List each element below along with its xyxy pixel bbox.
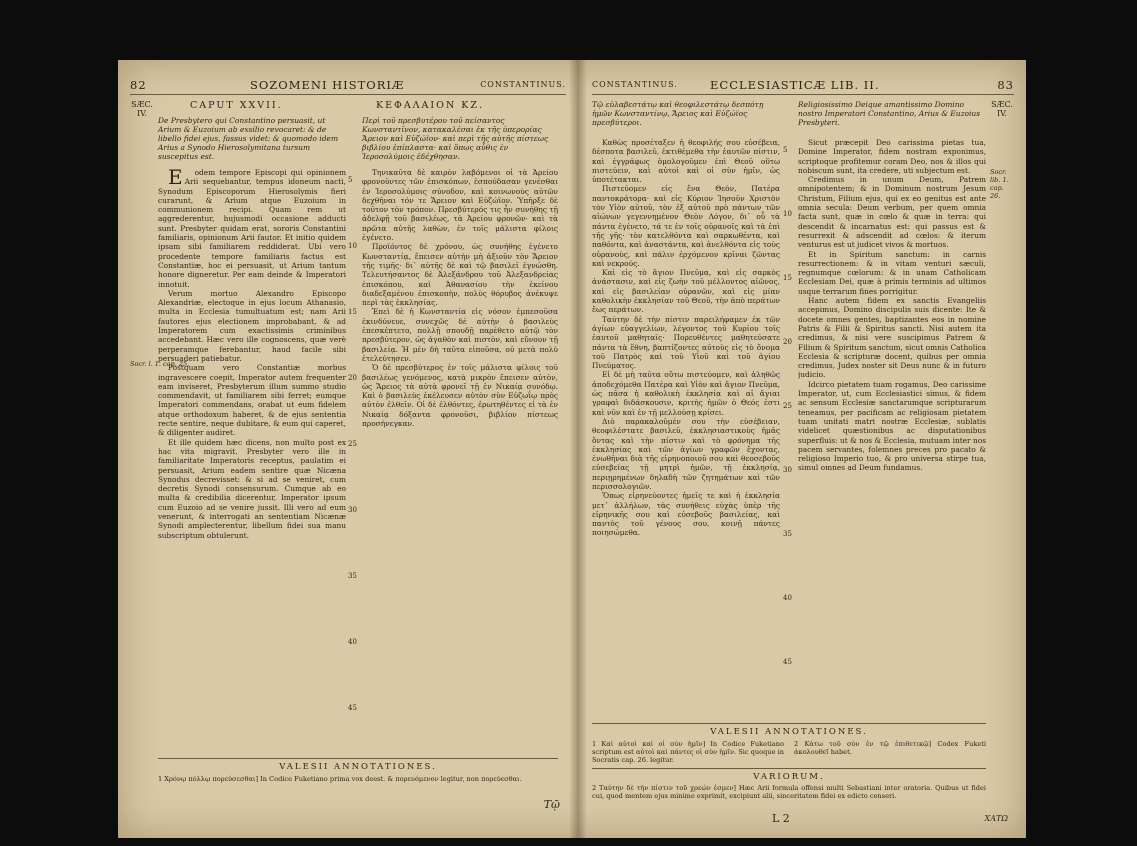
running-head-section: CONSTANTINUS. bbox=[480, 80, 566, 89]
greek-text-column bbox=[362, 168, 558, 754]
latin-chapter-summary: De Presbytero qui Constantino persuasit, ut Arium & Euzoium ab exsilio revocaret: & de libello fidei ejus, fassus videt: & quomodo idem Arius a Synodo Hierosolymitana tursum suscepitus est. bbox=[158, 116, 339, 161]
left-page bbox=[130, 78, 566, 830]
section-label: SÆC. IV. bbox=[131, 100, 153, 118]
running-head-title: ECCLESIASTICÆ LIB. II. bbox=[710, 78, 880, 92]
latin-paragraph: Hanc autem fidem ex sanctis Evangeliis accepimus, Domino discipulis suis dicente: Ite & docete omnes gentes, baptizantes eos in nomine Patris & Filii & Spiritus sancti. Nisi autem ita credimus, & nisi vere suscipimus Patrem & Filium & Spiritum sanctum, sicut omnis Catholica Ecclesia & scripturæ docent, quibus per omnia credimus, Judex noster sit Deus nunc & in futuro judicio. bbox=[798, 296, 986, 380]
running-head-section: CONSTANTINUS. bbox=[592, 80, 678, 89]
greek-paragraph: Ταύτην δὲ τὴν πίστιν παρειλήφαμεν ἐκ τῶν ἁγίων εὐαγγελίων, λέγοντος τοῦ Κυρίου τοῖς ἑαυτοῦ μαθηταῖς· Πορευθέντες μαθητεύσατε πάντα τὰ ἔθνη, βαπτίζοντες αὐτοὺς εἰς τὸ ὄνομα τοῦ Πατρὸς καὶ τοῦ Υἱοῦ καὶ τοῦ ἁγίου Πνεύματος. bbox=[592, 314, 780, 371]
margin-reference: Socr. lib. 1. cap. 26. bbox=[990, 168, 1009, 200]
greek-paragraph: Πιστεύομεν εἰς ἕνα Θεὸν, Πατέρα παντοκράτορα· καὶ εἰς Κύριον Ἰησοῦν Χριστὸν τὸν Υἱὸν αὐτοῦ, τὸν ἐξ αὐτοῦ πρὸ πάντων τῶν αἰώνων γεγεννημένον Θεὸν Λόγον, δι᾽ οὗ τὰ πάντα ἐγένετο, τά τε ἐν τοῖς οὐρανοῖς καὶ τὰ ἐπὶ τῆς γῆς· τὸν κατελθόντα καὶ σαρκωθέντα, καὶ παθόντα, καὶ ἀναστάντα, καὶ ἀνελθόντα εἰς τοὺς οὐρανοὺς, καὶ πάλιν ἐρχόμενον κρῖναι ζῶντας καὶ νεκρούς. bbox=[592, 184, 780, 268]
catchword: Τῷ bbox=[543, 798, 560, 811]
annotations-block bbox=[592, 723, 986, 800]
right-page bbox=[592, 78, 1014, 830]
latin-text-column bbox=[158, 168, 346, 754]
section-label: SÆC. IV. bbox=[991, 100, 1013, 118]
line-number: 5 bbox=[783, 146, 788, 154]
greek-paragraph: Καὶ εἰς τὸ ἅγιον Πνεῦμα, καὶ εἰς σαρκὸς ἀνάστασιν, καὶ εἰς ζωὴν τοῦ μέλλοντος αἰῶνος, καὶ εἰς βασιλείαν οὐρανῶν, καὶ εἰς μίαν καθολικὴν ἐκκλησίαν τοῦ Θεοῦ, τὴν ἀπὸ περάτων ἕως περάτων. bbox=[592, 268, 780, 315]
margin-reference: Socr. l. 1. cap. 25. bbox=[130, 360, 190, 368]
running-head-title: SOZOMENI HISTORIÆ bbox=[250, 78, 405, 92]
greek-paragraph: Ὁ δὲ πρεσβύτερος ἐν τοῖς μάλιστα φίλοις τοῦ βασιλέως γενόμενος, κατὰ μικρὸν ἔπεισεν αὐτὸν, ὡς Ἄρειος τὰ αὐτὰ φρονεῖ τῇ ἐν Νικαίᾳ συνόδῳ. Καὶ ὁ βασιλεὺς ἐκέλευσεν αὐτὸν σὺν Εὐζωΐῳ πρὸς αὐτὸν ἐλθεῖν. Οἱ δὲ ἐλθόντες, ἐρωτηθέντες εἰ τὰ ἐν Νικαίᾳ δόξαντα φρονοῦσι, βιβλίον πίστεως προσήνεγκαν. bbox=[362, 363, 558, 429]
latin-paragraph: Postquam vero Constantiæ morbus ingravescere coepit, Imperator autem frequenter eam inviseret, Presbyterum illum summo studio commendavit, ut familiarem sibi ferret; eumque Imperatori commendans, orabat ut eum fidelem atque orthodoxum haberet, & de ejus sententia recte sentire, neque dubitare, & eum qui caperet, & diligenter audiret. bbox=[158, 363, 346, 438]
line-number: 45 bbox=[783, 658, 792, 666]
line-number: 45 bbox=[348, 704, 357, 712]
greek-paragraph: Προϊόντος δὲ χρόνου, ὡς συνήθης ἐγένετο Κωνσταντίᾳ, ἔπεισεν αὐτὴν μὴ ἀξιοῦν τὸν Ἄρειον τῆς τιμῆς· δι᾽ αὐτῆς δὲ καὶ τῷ βασιλεῖ ἐγνώσθη. Τελευτήσαντος δὲ Ἀλεξάνδρου τοῦ Ἀλεξανδρείας ἐπισκόπου, καὶ Ἀθανασίου τὴν ἐκείνου διαδεξαμένου ἐπισκοπὴν, πολὺς θόρυβος ἀνέκυψε περὶ τὰς ἐκκλησίας. bbox=[362, 242, 558, 308]
line-number: 5 bbox=[348, 176, 353, 184]
latin-paragraph: Eodem tempore Episcopi qui opinionem Arii sequebantur, tempus idoneum nacti, Synodum Episcoporum Hierosolymis fieri curarunt, & Arium atque Euzoium in communionem recipi. Quam rem ut aggrederentur, hujusmodi occasione adducti sunt. Presbyter quidam erat, sororis Constantini familiaris, opinionum Arii fautor. Et initio quidem ipsam sibi familiarem reddiderat. Ubi vero procedente tempore familiaris factus est Constantiæ, hoc ei persuasit, ut Arium tantum honore digneretur. Per eam deinde & Imperatori innotuit. bbox=[158, 168, 346, 289]
line-number: 10 bbox=[783, 210, 792, 218]
line-number: 20 bbox=[783, 338, 792, 346]
latin-address: Religiosissimo Deique amantissimo Domino nostro Imperatori Constantino, Arius & Euzoius Presbyteri. bbox=[798, 100, 981, 127]
annotation-note: 2 Κάτω τοῦ σὺν ἐν τῷ ἐπιθετικῷ] Codex Fuketi ἀκολουθεῖ habet. bbox=[794, 740, 986, 756]
greek-chapter-heading: ΚΕΦΑΛΑΙΟΝ ΚΖ. bbox=[376, 100, 484, 111]
greek-chapter-summary: Περὶ τοῦ πρεσβυτέρου τοῦ πείσαντος Κωνσταντῖνον, κατακαλέσαι ἐκ τῆς ὑπερορίας Ἄρειον καὶ Εὐζώϊον· καὶ περὶ τῆς αὐτῆς πίστεως βιβλίου ἐπίπλαστα· καὶ ὅπως αὖθις ἐν Ἱεροσολύμοις ἐδέχθησαν. bbox=[362, 116, 549, 161]
line-number: 40 bbox=[348, 638, 357, 646]
line-number: 15 bbox=[783, 274, 792, 282]
latin-paragraph: Verum mortuo Alexandro Episcopo Alexandriæ, electoque in ejus locum Athanasio, multa in Ecclesia tumultuatum est; nam Arii fautores ejus electionem improbabant, & ad Imperatorem cum exactissimis criminibus accedebant. Hæc vero ille cognoscens, quæ verè perperamque ferebantur, haud facile sibi persuaderi patiebatur. bbox=[158, 288, 346, 363]
book-gutter bbox=[569, 60, 587, 838]
latin-paragraph: Idcirco pietatem tuam rogamus, Deo carissime Imperator, ut, cum Ecclesiastici simus, & fidem ac sensum Ecclesiæ sanctarumque scripturarum teneamus, per pacificam ac religiosam pietatem tuam unitati matri nostræ Ecclesiæ, sublatis videlicet quæstionibus ac disputationibus superfluis: ut & nos & Ecclesia, mutuam inter nos pacem servantes, folemnes preces pro pacato & religioso Imperio tuo, & pro universa stirpe tua, simul omnes ad Deum fundamus. bbox=[798, 379, 986, 473]
latin-chapter-heading: CAPUT XXVII. bbox=[190, 100, 283, 111]
page-number: 82 bbox=[130, 78, 147, 92]
page-number: 83 bbox=[997, 78, 1014, 92]
variorum-note: 2 Ταύτην δὲ τὴν πίστιν τοῦ χρεών ἐσμεν] Hæc Arii formula offensi multi Sebastiani inter oratoria. Quibus ut fidei cui, quod mentem ejus minime exprimit, excipiunt alii, sinceritatem fidei ex edicto censeri. bbox=[592, 784, 986, 800]
annotation-note: 1 Χρόνῳ πόλλῳ πορεύσεσθαι] In Codice Fuketiano prima vox deest. & πορευόμενον legitur, non πορεύεσθαι. bbox=[158, 775, 522, 783]
line-number: 40 bbox=[783, 594, 792, 602]
greek-paragraph: Εἰ δὲ μὴ ταῦτα οὕτω πιστεύομεν, καὶ ἀληθῶς ἀποδεχόμεθα Πατέρα καὶ Υἱὸν καὶ ἅγιον Πνεῦμα, ὡς πᾶσα ἡ καθολικὴ ἐκκλησία καὶ αἱ ἅγιαι γραφαὶ διδάσκουσιν, κριτὴς ἡμῶν ὁ Θεός ἐστι καὶ νῦν καὶ ἐν τῇ μελλούσῃ κρίσει. bbox=[592, 370, 780, 417]
line-number: 35 bbox=[348, 572, 357, 580]
annotations-heading: VALESII ANNOTATIONES. bbox=[592, 723, 986, 737]
latin-paragraph: Et ille quidem hæc dicens, non multo post ex hac vita migravit. Presbyter vero ille in familiaritate Imperatoris receptus, paulatim ei persuasit, Arium eadem sentire quæ Nicæna Synodus decrevisset: & si ad se veniret, cum decretis Synodi consensurum. Cumque ab eo multa & credibilia dicerentur, Imperator ipsum cum Euzoio ad se venire jussit. Illi vero ad eum venerunt, & interrogati an sententiam Nicænæ Synodi amplecterentur, libellum fidei sua manu subscriptum obtulerunt. bbox=[158, 437, 346, 540]
latin-paragraph: Et in Spiritum sanctum: in carnis resurrectionem: & in vitam venturi sæculi, regnumque cœlorum: & in unam Catholicam Ecclesiam Dei, quæ à primis terminis ad ultimos usque terrarum fines porrigitur. bbox=[798, 249, 986, 296]
line-number: 35 bbox=[783, 530, 792, 538]
latin-paragraph: Credimus in unum Deum, Patrem omnipotentem; & in Dominum nostrum Jesum Christum, Filium ejus, qui ex eo genitus est ante omnia secula: Deum verbum, per quem omnia facta sunt, quæ in cœlo & quæ in terra: qui descendit & incarnatus est: qui passus est & resurrexit & adscendit ad cœlos: & iterum venturus est ut judicet vivos & mortuos. bbox=[798, 175, 986, 250]
catchword: ΧΑΤΩ bbox=[984, 814, 1008, 823]
greek-paragraph: Καθὼς προσέταξεν ἡ θεοφιλής σου εὐσέβεια, δέσποτα βασιλεῦ, ἐκτιθέμεθα τὴν ἑαυτῶν πίστιν, καὶ ἐγγράφως ὁμολογοῦμεν ἐπὶ Θεοῦ οὕτω πιστεύειν, καὶ αὐτοὶ καὶ οἱ σὺν ἡμῖν, ὡς ὑποτέτακται. bbox=[592, 138, 780, 185]
variorum-heading: VARIORUM. bbox=[592, 768, 986, 782]
scanned-book-spread bbox=[118, 60, 1026, 838]
greek-paragraph: Διὸ παρακαλοῦμέν σου τὴν εὐσέβειαν, θεοφιλέστατε βασιλεῦ, ἐκκλησιαστικοὺς ἡμᾶς ὄντας καὶ τὴν πίστιν καὶ τὸ φρόνημα τῆς ἐκκλησίας καὶ τῶν ἁγίων γραφῶν ἔχοντας, ἑνωθῆναι διὰ τῆς εἰρηνοποιοῦ σου καὶ θεοσεβοῦς εὐσεβείας τῇ μητρὶ ἡμῶν, τῇ ἐκκλησίᾳ, περιῃρημένων δηλαδὴ τῶν ζητημάτων καὶ τῶν περισσολογιῶν. bbox=[592, 416, 780, 491]
line-number: 20 bbox=[348, 374, 357, 382]
annotations-block bbox=[158, 758, 558, 783]
left-running-head bbox=[130, 78, 566, 95]
greek-paragraph: Ἐπεὶ δὲ ἡ Κωνσταντία εἰς νόσον ἐμπεσοῦσα ἐκινδύνευε, συνεχῶς δὲ αὐτὴν ὁ βασιλεὺς ἐπεσκέπτετο, πολλῇ σπουδῇ παρέθετο αὐτῷ τὸν πρεσβύτερον, ὡς ἀγαθὸν καὶ πιστὸν, καὶ εὔνουν τῇ βασιλείᾳ. Ἡ μὲν δὴ ταῦτα εἰποῦσα, οὐ μετὰ πολὺ ἐτελεύτησεν. bbox=[362, 307, 558, 363]
latin-text-column bbox=[798, 138, 986, 718]
line-number: 10 bbox=[348, 242, 357, 250]
line-number: 30 bbox=[783, 466, 792, 474]
annotation-note: 1 Καὶ αὐτοὶ καὶ οἱ σὺν ἡμῖν] In Codice Fuketiano scriptum est αὐτοὶ καὶ πάντες οἱ σὺν ἡμῖν. Sic quoque in Socratis cap. 26. legitur. bbox=[592, 740, 784, 764]
printer-signature: L 2 bbox=[772, 812, 790, 825]
line-number: 25 bbox=[783, 402, 792, 410]
line-number: 25 bbox=[348, 440, 357, 448]
greek-paragraph: Ὅπως εἰρηνεύοντες ἡμεῖς τε καὶ ἡ ἐκκλησία μετ᾽ ἀλλήλων, τὰς συνήθεις εὐχὰς ὑπὲρ τῆς εἰρηνικῆς σου καὶ εὐσεβοῦς βασιλείας, καὶ παντὸς τοῦ γένους σου, κοινῇ πάντες ποιησώμεθα. bbox=[592, 491, 780, 538]
annotations-heading: VALESII ANNOTATIONES. bbox=[158, 758, 558, 772]
line-number: 15 bbox=[348, 308, 357, 316]
right-running-head bbox=[592, 78, 1014, 95]
latin-paragraph: Sicut præcepit Deo carissima pietas tua, Domine Imperator, fidem nostram exponimus, scriptoque profitemur coram Deo, nos & illos qui nobiscum sunt, ita credere, uti subjectum est. bbox=[798, 138, 986, 175]
line-number: 30 bbox=[348, 506, 357, 514]
greek-address: Τῷ εὐλαβεστάτῳ καὶ θεοφιλεστάτῳ δεσπότῃ ἡμῶν Κωνσταντίνῳ, Ἄρειος καὶ Εὐζώϊος πρεσβύτεροι. bbox=[592, 100, 764, 127]
greek-paragraph: Τηνικαῦτα δὲ καιρὸν λαβόμενοι οἱ τὰ Ἀρείου φρονοῦντες τῶν ἐπισκόπων, ἐσπούδασαν γενέσθαι ἐν Ἱεροσολύμοις σύνοδον, καὶ κοινωνοὺς αὐτῶν δεχθῆναι τόν τε Ἄρειον καὶ Εὐζώϊον. Ὑπῆρξε δὲ τοῦτον τὸν τρόπον. Πρεσβύτερός τις ἦν συνήθης τῇ ἀδελφῇ τοῦ βασιλέως, τὰ Ἀρείου φρονῶν· καὶ τὰ πρῶτα αὐτῆς λαθὼν, ἐν τοῖς μάλιστα φίλοις ἐγένετο. bbox=[362, 168, 558, 243]
greek-text-column bbox=[592, 138, 780, 718]
